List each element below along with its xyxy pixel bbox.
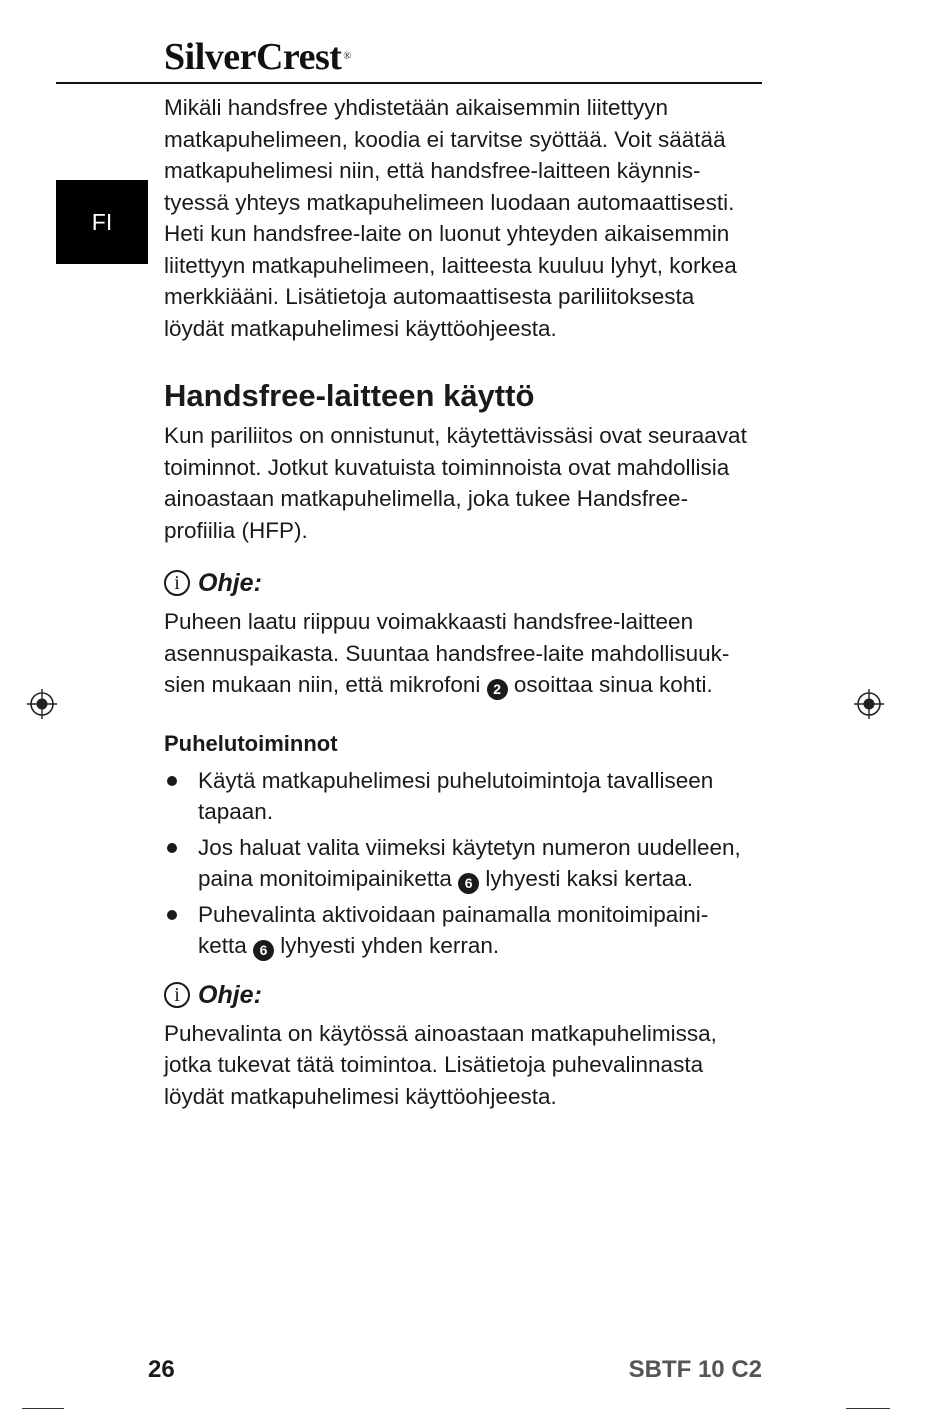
header-rule — [56, 82, 762, 84]
note-label: Ohje: — [198, 569, 262, 597]
part-number-badge: 2 — [487, 679, 508, 700]
note-line: löydät matkapuhelimesi käyttöohjeesta. — [164, 1083, 557, 1109]
bullet-list — [164, 765, 764, 962]
intro-line: löydät matkapuhelimesi käyttöohjeesta. — [164, 315, 557, 341]
note-line: sien mukaan niin, että mikrofoni — [164, 672, 487, 697]
section-heading: Handsfree-laitteen käyttö — [164, 378, 535, 413]
page-content — [164, 92, 764, 1112]
crop-mark — [22, 1408, 64, 1409]
brand-logo-part-b: Crest — [255, 36, 342, 78]
intro-line: matkapuhelimesi niin, että handsfree-laitteen käynnis- — [164, 158, 701, 183]
part-number-badge: 6 — [458, 873, 479, 894]
info-icon: i — [164, 570, 190, 596]
model-number: SBTF 10 C2 — [628, 1356, 762, 1383]
list-item — [164, 765, 764, 828]
list-item-text: Puhevalinta aktivoidaan painamalla monitoimipaini- — [198, 901, 709, 927]
list-item — [164, 832, 764, 895]
note-line: osoittaa sinua kohti. — [507, 672, 713, 697]
brand-logo-part-a: Silver — [164, 36, 256, 78]
list-item-text: ketta — [198, 933, 254, 958]
registration-mark-icon — [854, 689, 884, 719]
registered-mark: ® — [343, 51, 351, 62]
list-item-text: lyhyesti kaksi kertaa. — [479, 866, 693, 891]
section-line: profiilia (HFP). — [164, 517, 308, 543]
section-line: Kun pariliitos on onnistunut, käytettävissäsi ovat seuraavat — [164, 423, 747, 448]
intro-line: Mikäli handsfree yhdistetään aikaisemmin liitettyyn — [164, 95, 668, 120]
list-item — [164, 899, 764, 962]
note-paragraph — [164, 606, 764, 701]
section-line: toiminnot. Jotkut kuvatuista toiminnoista ovat mahdollisia — [164, 454, 730, 480]
intro-line: liitettyyn matkapuhelimeen, laitteesta kuuluu lyhyt, korkea — [164, 252, 737, 278]
bullet-icon — [167, 843, 177, 853]
note-line: Puhevalinta on käytössä ainoastaan matkapuhelimissa, — [164, 1020, 717, 1046]
section-paragraph — [164, 420, 764, 546]
note-line: Puheen laatu riippuu voimakkaasti handsfree-laitteen — [164, 609, 694, 634]
note-heading — [164, 564, 764, 602]
subsection-heading: Puhelutoiminnot — [164, 730, 338, 756]
list-item-text: lyhyesti yhden kerran. — [274, 933, 500, 958]
intro-paragraph — [164, 92, 764, 344]
registration-mark-icon — [27, 689, 57, 719]
language-tab-label: FI — [91, 208, 113, 235]
bullet-icon — [167, 776, 177, 786]
note-paragraph — [164, 1018, 764, 1113]
bullet-icon — [167, 910, 177, 920]
note-heading — [164, 976, 764, 1014]
note-line: jotka tukevat tätä toimintoa. Lisätietoja puhevalinnasta — [164, 1052, 704, 1077]
page-number: 26 — [148, 1356, 175, 1383]
note-label: Ohje: — [198, 980, 262, 1009]
part-number-badge: 6 — [253, 940, 274, 961]
note-line: asennuspaikasta. Suuntaa handsfree-laite mahdollisuuk- — [164, 640, 730, 666]
brand-logo — [164, 36, 351, 78]
list-item-text: Jos haluat valita viimeksi käytetyn numeron uudelleen, — [198, 834, 741, 860]
info-icon: i — [164, 982, 190, 1008]
crop-mark — [846, 1408, 890, 1409]
intro-line: matkapuhelimeen, koodia ei tarvitse syöttää. Voit säätää — [164, 126, 726, 152]
intro-line: tyessä yhteys matkapuhelimeen luodaan automaattisesti. — [164, 189, 735, 215]
list-item-text: Käytä matkapuhelimesi puhelutoimintoja tavalliseen tapaan. — [198, 767, 714, 824]
language-tab — [56, 180, 148, 264]
list-item-text: paina monitoimipainiketta — [198, 866, 459, 891]
intro-line: Heti kun handsfree-laite on luonut yhteyden aikaisemmin — [164, 221, 730, 246]
intro-line: merkkiääni. Lisätietoja automaattisesta pariliitoksesta — [164, 284, 695, 309]
section-line: ainoastaan matkapuhelimella, joka tukee Handsfree- — [164, 486, 689, 511]
